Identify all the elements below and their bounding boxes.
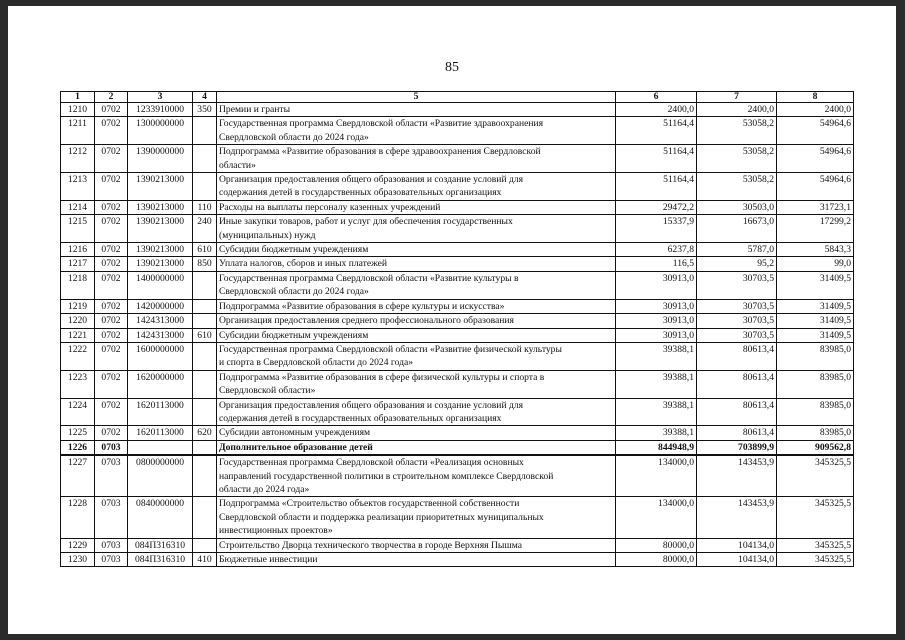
amount-2025-cell: 54964,6 — [777, 117, 854, 145]
table-row — [61, 243, 854, 257]
section-code-cell: 0702 — [95, 271, 128, 299]
amount-2025-cell: 54964,6 — [777, 173, 854, 201]
table-row — [61, 257, 854, 271]
item-name-line: Свердловской области до 2024 года» — [219, 286, 369, 298]
amount-2024-cell: 104134,0 — [697, 553, 777, 567]
item-name-line: области» — [219, 159, 256, 171]
amount-2024-cell: 30703,5 — [697, 328, 777, 342]
amount-2025-cell: 83985,0 — [777, 398, 854, 426]
row-number-cell: 1211 — [61, 117, 95, 145]
item-name-line: Дополнительное образование детей — [219, 441, 373, 453]
target-article-cell: 084П316310 — [128, 553, 193, 567]
amount-2024-cell: 80613,4 — [697, 426, 777, 440]
expense-type-cell — [193, 173, 217, 201]
item-name-cell — [217, 200, 616, 214]
row-number-cell: 1219 — [61, 299, 95, 313]
amount-2023-cell: 80000,0 — [616, 538, 697, 552]
amount-2025-cell: 99,0 — [777, 257, 854, 271]
item-name-line: Субсидии бюджетным учреждениям — [219, 244, 369, 256]
item-name-cell — [217, 553, 616, 567]
item-name-cell — [217, 426, 616, 440]
item-name-line: Строительство Дворца технического творчества в городе Верхняя Пышма — [219, 539, 523, 551]
amount-2025-cell: 909562,8 — [777, 440, 854, 455]
expense-type-cell: 240 — [193, 215, 217, 243]
column-header: 4 — [193, 92, 217, 103]
section-code-cell: 0702 — [95, 314, 128, 328]
expense-type-cell — [193, 117, 217, 145]
section-code-cell: 0702 — [95, 342, 128, 370]
expense-type-cell — [193, 314, 217, 328]
amount-2024-cell: 53058,2 — [697, 117, 777, 145]
amount-2025-cell: 31409,5 — [777, 314, 854, 328]
table-row — [61, 426, 854, 440]
section-code-cell: 0702 — [95, 117, 128, 145]
item-name-cell — [217, 173, 616, 201]
row-number-cell: 1225 — [61, 426, 95, 440]
amount-2023-cell: 15337,9 — [616, 215, 697, 243]
amount-2025-cell: 54964,6 — [777, 145, 854, 173]
row-number-cell: 1227 — [61, 455, 95, 497]
section-code-cell: 0702 — [95, 299, 128, 313]
item-name-cell — [217, 257, 616, 271]
item-name-cell — [217, 440, 616, 455]
target-article-cell: 1424313000 — [128, 314, 193, 328]
item-name-cell — [217, 497, 616, 538]
target-article-cell: 1400000000 — [128, 271, 193, 299]
table-header-row — [61, 92, 854, 103]
item-name-cell — [217, 328, 616, 342]
expense-type-cell: 610 — [193, 328, 217, 342]
amount-2023-cell: 30913,0 — [616, 299, 697, 313]
section-code-cell: 0702 — [95, 103, 128, 117]
expense-type-cell — [193, 370, 217, 398]
target-article-cell: 1420000000 — [128, 299, 193, 313]
row-number-cell: 1226 — [61, 440, 95, 455]
section-code-cell: 0702 — [95, 257, 128, 271]
amount-2025-cell: 31723,1 — [777, 200, 854, 214]
amount-2023-cell: 30913,0 — [616, 271, 697, 299]
expense-type-cell — [193, 455, 217, 497]
amount-2024-cell: 30703,5 — [697, 271, 777, 299]
target-article-cell: 1620113000 — [128, 426, 193, 440]
item-name-line: содержания детей в государственных образовательных организациях — [219, 412, 502, 424]
target-article-cell: 1424313000 — [128, 328, 193, 342]
amount-2023-cell: 51164,4 — [616, 173, 697, 201]
amount-2024-cell: 53058,2 — [697, 145, 777, 173]
section-code-cell: 0702 — [95, 215, 128, 243]
section-code-cell: 0703 — [95, 553, 128, 567]
target-article-cell: 1233910000 — [128, 103, 193, 117]
expense-type-cell: 610 — [193, 243, 217, 257]
amount-2024-cell: 80613,4 — [697, 370, 777, 398]
amount-2024-cell: 2400,0 — [697, 103, 777, 117]
budget-table — [60, 91, 854, 567]
item-name-cell — [217, 117, 616, 145]
target-article-cell: 1620000000 — [128, 370, 193, 398]
expense-type-cell — [193, 440, 217, 455]
amount-2023-cell: 39388,1 — [616, 370, 697, 398]
item-name-cell — [217, 271, 616, 299]
table-row — [61, 328, 854, 342]
amount-2023-cell: 844948,9 — [616, 440, 697, 455]
row-number-cell: 1210 — [61, 103, 95, 117]
row-number-cell: 1212 — [61, 145, 95, 173]
amount-2024-cell: 703899,9 — [697, 440, 777, 455]
table-row — [61, 299, 854, 313]
amount-2025-cell: 5843,3 — [777, 243, 854, 257]
target-article-cell: 1390000000 — [128, 145, 193, 173]
item-name-line: Государственная программа Свердловской области «Развитие физической культуры — [219, 343, 562, 355]
table-row — [61, 455, 854, 497]
table-row — [61, 497, 854, 538]
item-name-line: Подпрограмма «Строительство объектов государственной собственности — [219, 498, 520, 510]
amount-2025-cell: 83985,0 — [777, 342, 854, 370]
target-article-cell: 1390213000 — [128, 243, 193, 257]
amount-2023-cell: 134000,0 — [616, 455, 697, 497]
item-name-line: содержания детей в государственных образовательных организациях — [219, 187, 502, 199]
amount-2024-cell: 143453,9 — [697, 455, 777, 497]
column-header: 5 — [217, 92, 616, 103]
table-body — [61, 103, 854, 567]
table-row — [61, 117, 854, 145]
item-name-cell — [217, 455, 616, 497]
amount-2024-cell: 30503,0 — [697, 200, 777, 214]
amount-2023-cell: 51164,4 — [616, 117, 697, 145]
table-row — [61, 398, 854, 426]
table-row — [61, 173, 854, 201]
target-article-cell: 084П316310 — [128, 538, 193, 552]
expense-type-cell: 850 — [193, 257, 217, 271]
item-name-line: Премии и гранты — [219, 104, 291, 115]
table-row — [61, 440, 854, 455]
amount-2025-cell: 31409,5 — [777, 299, 854, 313]
table-row — [61, 200, 854, 214]
section-code-cell: 0703 — [95, 497, 128, 538]
column-header: 7 — [697, 92, 777, 103]
column-header: 1 — [61, 92, 95, 103]
amount-2024-cell: 5787,0 — [697, 243, 777, 257]
table-row — [61, 215, 854, 243]
row-number-cell: 1215 — [61, 215, 95, 243]
target-article-cell: 0840000000 — [128, 497, 193, 538]
amount-2025-cell: 83985,0 — [777, 370, 854, 398]
item-name-line: Подпрограмма «Развитие образования в сфере здравоохранения Свердловской — [219, 146, 541, 158]
item-name-line: Свердловской области» — [219, 385, 316, 397]
amount-2024-cell: 80613,4 — [697, 342, 777, 370]
target-article-cell: 1300000000 — [128, 117, 193, 145]
expense-type-cell — [193, 497, 217, 538]
row-number-cell: 1218 — [61, 271, 95, 299]
section-code-cell: 0703 — [95, 455, 128, 497]
amount-2024-cell: 53058,2 — [697, 173, 777, 201]
amount-2024-cell: 16673,0 — [697, 215, 777, 243]
amount-2023-cell: 134000,0 — [616, 497, 697, 538]
amount-2025-cell: 345325,5 — [777, 497, 854, 538]
amount-2023-cell: 80000,0 — [616, 553, 697, 567]
row-number-cell: 1213 — [61, 173, 95, 201]
amount-2024-cell: 104134,0 — [697, 538, 777, 552]
amount-2023-cell: 30913,0 — [616, 314, 697, 328]
item-name-line: Расходы на выплаты персоналу казенных учреждений — [219, 201, 441, 213]
amount-2025-cell: 31409,5 — [777, 271, 854, 299]
item-name-line: Государственная программа Свердловской области «Реализация основных — [219, 457, 524, 469]
expense-type-cell: 350 — [193, 103, 217, 117]
section-code-cell: 0703 — [95, 440, 128, 455]
table-row — [61, 370, 854, 398]
item-name-line: Организация предоставления общего образования и создание условий для — [219, 174, 524, 186]
item-name-line: направлений государственной политики в строительном комплексе Свердловской — [219, 470, 554, 482]
section-code-cell: 0702 — [95, 426, 128, 440]
item-name-cell — [217, 398, 616, 426]
section-code-cell: 0703 — [95, 538, 128, 552]
item-name-line: Организация предоставления общего образования и создание условий для — [219, 399, 524, 411]
amount-2025-cell: 31409,5 — [777, 328, 854, 342]
item-name-cell — [217, 103, 616, 117]
table-row — [61, 103, 854, 117]
section-code-cell: 0702 — [95, 243, 128, 257]
table-row — [61, 538, 854, 552]
expense-type-cell — [193, 271, 217, 299]
item-name-line: и спорта в Свердловской области до 2024 года» — [219, 357, 414, 369]
expense-type-cell: 410 — [193, 553, 217, 567]
item-name-cell — [217, 342, 616, 370]
item-name-line: Свердловской области до 2024 года» — [219, 131, 369, 143]
item-name-line: Субсидии автономным учреждениям — [219, 427, 371, 439]
target-article-cell: 0800000000 — [128, 455, 193, 497]
row-number-cell: 1217 — [61, 257, 95, 271]
column-header: 8 — [777, 92, 854, 103]
row-number-cell: 1216 — [61, 243, 95, 257]
row-number-cell: 1223 — [61, 370, 95, 398]
item-name-line: Бюджетные инвестиции — [219, 554, 318, 565]
amount-2023-cell: 29472,2 — [616, 200, 697, 214]
expense-type-cell — [193, 299, 217, 313]
section-code-cell: 0702 — [95, 398, 128, 426]
target-article-cell — [128, 440, 193, 455]
target-article-cell: 1600000000 — [128, 342, 193, 370]
section-code-cell: 0702 — [95, 145, 128, 173]
item-name-line: области до 2024 года» — [219, 483, 310, 495]
table-row — [61, 342, 854, 370]
item-name-cell — [217, 299, 616, 313]
expense-type-cell — [193, 145, 217, 173]
target-article-cell: 1620113000 — [128, 398, 193, 426]
amount-2023-cell: 30913,0 — [616, 328, 697, 342]
amount-2023-cell: 39388,1 — [616, 398, 697, 426]
item-name-line: Свердловской области и поддержка реализации приоритетных муниципальных — [219, 511, 544, 523]
row-number-cell: 1214 — [61, 200, 95, 214]
section-code-cell: 0702 — [95, 328, 128, 342]
amount-2023-cell: 51164,4 — [616, 145, 697, 173]
item-name-cell — [217, 243, 616, 257]
row-number-cell: 1228 — [61, 497, 95, 538]
item-name-line: Подпрограмма «Развитие образования в сфере культуры и искусства» — [219, 300, 505, 312]
item-name-cell — [217, 538, 616, 552]
item-name-cell — [217, 215, 616, 243]
amount-2023-cell: 39388,1 — [616, 426, 697, 440]
row-number-cell: 1230 — [61, 553, 95, 567]
amount-2025-cell: 17299,2 — [777, 215, 854, 243]
row-number-cell: 1220 — [61, 314, 95, 328]
target-article-cell: 1390213000 — [128, 200, 193, 214]
target-article-cell: 1390213000 — [128, 257, 193, 271]
section-code-cell: 0702 — [95, 200, 128, 214]
amount-2025-cell: 2400,0 — [777, 103, 854, 117]
amount-2023-cell: 6237,8 — [616, 243, 697, 257]
amount-2024-cell: 30703,5 — [697, 314, 777, 328]
column-header: 3 — [128, 92, 193, 103]
item-name-line: Подпрограмма «Развитие образования в сфере физической культуры и спорта в — [219, 371, 545, 383]
row-number-cell: 1229 — [61, 538, 95, 552]
item-name-line: Субсидии бюджетным учреждениям — [219, 329, 369, 341]
item-name-line: инвестиционных проектов» — [219, 525, 333, 537]
amount-2025-cell: 83985,0 — [777, 426, 854, 440]
amount-2024-cell: 95,2 — [697, 257, 777, 271]
item-name-cell — [217, 145, 616, 173]
expense-type-cell — [193, 538, 217, 552]
amount-2025-cell: 345325,5 — [777, 455, 854, 497]
item-name-line: (муниципальных) нужд — [219, 229, 316, 241]
row-number-cell: 1224 — [61, 398, 95, 426]
amount-2023-cell: 2400,0 — [616, 103, 697, 117]
page-number: 85 — [445, 60, 459, 75]
item-name-line: Государственная программа Свердловской области «Развитие культуры в — [219, 272, 519, 284]
target-article-cell: 1390213000 — [128, 173, 193, 201]
row-number-cell: 1222 — [61, 342, 95, 370]
document-page — [8, 6, 896, 634]
amount-2023-cell: 39388,1 — [616, 342, 697, 370]
expense-type-cell — [193, 342, 217, 370]
amount-2024-cell: 80613,4 — [697, 398, 777, 426]
item-name-line: Иные закупки товаров, работ и услуг для обеспечения государственных — [219, 216, 513, 228]
table-row — [61, 553, 854, 567]
expense-type-cell: 110 — [193, 200, 217, 214]
item-name-line: Государственная программа Свердловской области «Развитие здравоохранения — [219, 118, 544, 130]
column-header: 2 — [95, 92, 128, 103]
column-header: 6 — [616, 92, 697, 103]
amount-2025-cell: 345325,5 — [777, 553, 854, 567]
item-name-line: Организация предоставления среднего профессионального образования — [219, 315, 514, 327]
table-row — [61, 145, 854, 173]
item-name-line: Уплата налогов, сборов и иных платежей — [219, 258, 388, 270]
amount-2023-cell: 116,5 — [616, 257, 697, 271]
item-name-cell — [217, 370, 616, 398]
section-code-cell: 0702 — [95, 173, 128, 201]
expense-type-cell — [193, 398, 217, 426]
target-article-cell: 1390213000 — [128, 215, 193, 243]
row-number-cell: 1221 — [61, 328, 95, 342]
table-row — [61, 271, 854, 299]
table-row — [61, 314, 854, 328]
expense-type-cell: 620 — [193, 426, 217, 440]
amount-2024-cell: 143453,9 — [697, 497, 777, 538]
amount-2024-cell: 30703,5 — [697, 299, 777, 313]
section-code-cell: 0702 — [95, 370, 128, 398]
amount-2025-cell: 345325,5 — [777, 538, 854, 552]
item-name-cell — [217, 314, 616, 328]
